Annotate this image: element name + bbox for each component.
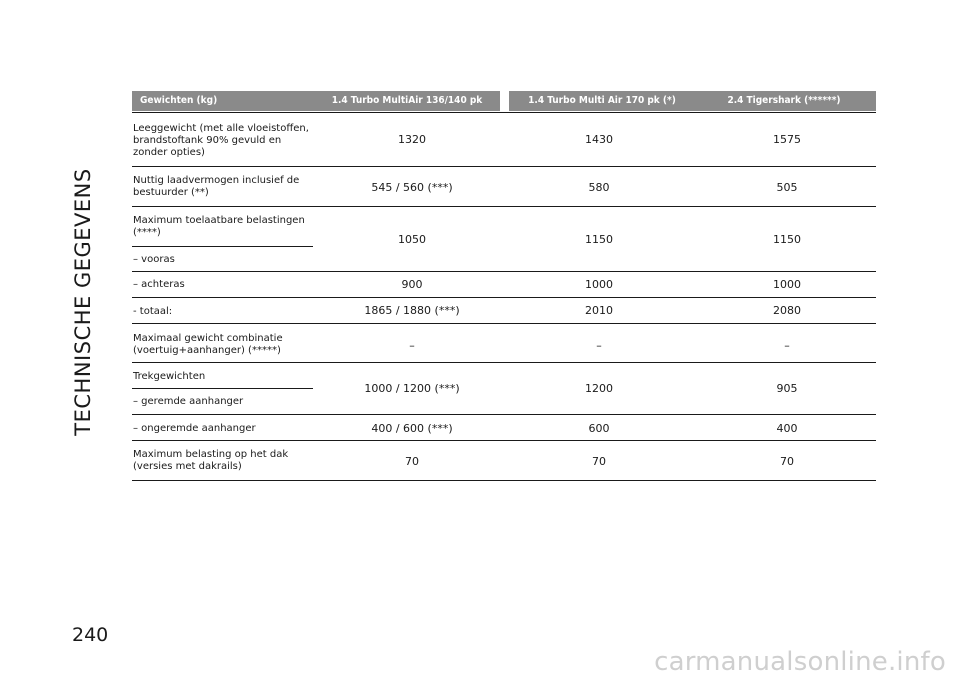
row-label-front-axle: – vooras <box>133 254 175 265</box>
cell-roof-load-tigershark: 70 <box>780 455 794 468</box>
cell-unbraked-trailer-170: 600 <box>588 422 610 435</box>
row-label-max-loads: Maximum toelaatbare belastingen (****) <box>133 215 305 238</box>
cell-unbraked-trailer-tigershark: 400 <box>776 422 798 435</box>
watermark: carmanualsonline.info <box>654 647 946 677</box>
row-divider <box>132 440 876 441</box>
cell-payload-tigershark: 505 <box>776 181 798 194</box>
header-engine-136-140: 1.4 Turbo MultiAir 136/140 pk <box>314 91 500 111</box>
label-subdivider <box>132 388 313 389</box>
row-divider <box>132 362 876 363</box>
cell-front-axle-136-140: 1050 <box>398 233 426 246</box>
page-number: 240 <box>72 624 109 646</box>
cell-front-axle-170: 1150 <box>585 233 613 246</box>
table-header <box>132 91 876 113</box>
row-divider <box>132 166 876 167</box>
cell-total-170: 2010 <box>585 304 613 317</box>
cell-roof-load-136-140: 70 <box>405 455 419 468</box>
row-label-unbraked-trailer: – ongeremde aanhanger <box>133 423 256 434</box>
cell-combination-170: – <box>596 339 602 352</box>
cell-braked-trailer-170: 1200 <box>585 382 613 395</box>
cell-total-tigershark: 2080 <box>773 304 801 317</box>
row-divider <box>132 480 876 481</box>
cell-braked-trailer-tigershark: 905 <box>776 382 798 395</box>
cell-rear-axle-170: 1000 <box>585 278 613 291</box>
row-divider <box>132 414 876 415</box>
cell-rear-axle-136-140: 900 <box>401 278 423 291</box>
header-weights: Gewichten (kg) <box>132 91 314 111</box>
cell-payload-136-140: 545 / 560 (***) <box>371 181 453 194</box>
row-label-braked-trailer: – geremde aanhanger <box>133 396 244 407</box>
row-label-rear-axle: – achteras <box>133 279 185 290</box>
header-engine-tigershark: 2.4 Tigershark (******) <box>692 91 876 111</box>
cell-rear-axle-tigershark: 1000 <box>773 278 801 291</box>
row-label-towing-weights: Trekgewichten <box>133 371 206 382</box>
cell-combination-136-140: – <box>409 339 415 352</box>
cell-total-136-140: 1865 / 1880 (***) <box>364 304 460 317</box>
table-body <box>132 113 876 483</box>
cell-curb-weight-tigershark: 1575 <box>773 133 801 146</box>
row-label-combination-weight: Maximaal gewicht combinatie (voertuig+aanhanger) (*****) <box>133 333 283 356</box>
cell-curb-weight-170: 1430 <box>585 133 613 146</box>
row-label-payload: Nuttig laadvermogen inclusief de bestuurder (**) <box>133 175 300 198</box>
row-label-roof-load: Maximum belasting op het dak (versies met dakrails) <box>133 449 289 472</box>
cell-combination-tigershark: – <box>784 339 790 352</box>
row-divider <box>132 271 876 272</box>
row-divider <box>132 323 876 324</box>
row-label-curb-weight: Leeggewicht (met alle vloeistoffen, brandstoftank 90% gevuld en zonder opties) <box>133 123 309 158</box>
row-label-total: - totaal: <box>133 306 173 317</box>
cell-payload-170: 580 <box>588 181 610 194</box>
row-divider <box>132 297 876 298</box>
row-divider <box>132 206 876 207</box>
header-engine-170: 1.4 Turbo Multi Air 170 pk (*) <box>509 91 695 111</box>
cell-curb-weight-136-140: 1320 <box>398 133 426 146</box>
cell-front-axle-tigershark: 1150 <box>773 233 801 246</box>
cell-roof-load-170: 70 <box>592 455 606 468</box>
weights-table <box>132 91 876 483</box>
section-title: TECHNISCHE GEGEVENS <box>71 168 95 436</box>
label-subdivider <box>132 246 313 247</box>
cell-unbraked-trailer-136-140: 400 / 600 (***) <box>371 422 453 435</box>
cell-braked-trailer-136-140: 1000 / 1200 (***) <box>364 382 460 395</box>
